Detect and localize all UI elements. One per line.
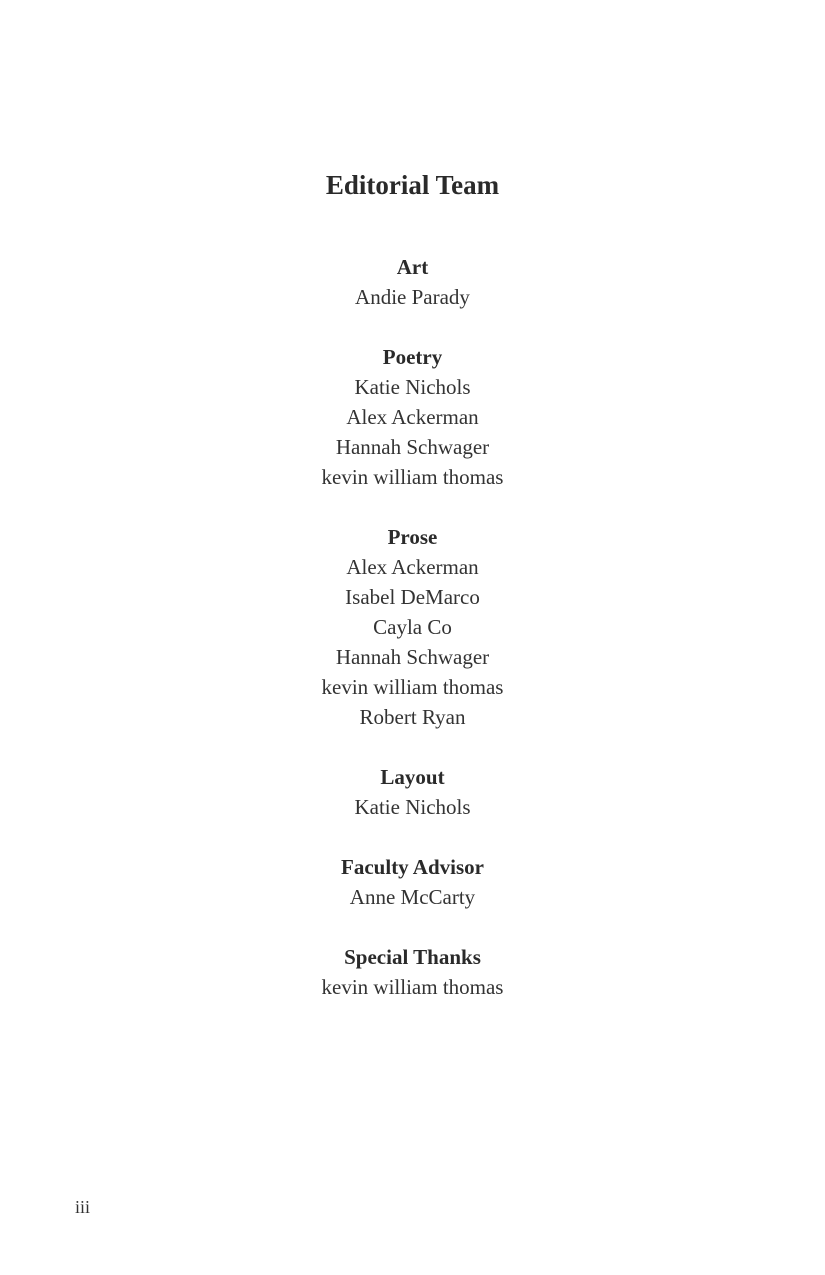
member-name: Hannah Schwager — [335, 645, 490, 669]
member-name: Robert Ryan — [359, 705, 466, 729]
section-art — [0, 252, 825, 312]
section-layout — [0, 762, 825, 822]
member-name: Katie Nichols — [354, 375, 471, 399]
member-name: Andie Parady — [355, 285, 470, 309]
member-name: Isabel DeMarco — [345, 585, 480, 609]
member-name: Anne McCarty — [349, 885, 476, 909]
member-name: Katie Nichols — [354, 795, 471, 819]
section-heading: Art — [396, 255, 429, 279]
section-heading: Faculty Advisor — [341, 855, 484, 879]
member-name: kevin william thomas — [321, 465, 504, 489]
page-number: iii — [75, 1197, 91, 1217]
member-name: Alex Ackerman — [346, 555, 479, 579]
section-prose — [0, 522, 825, 732]
page-title: Editorial Team — [325, 170, 500, 200]
section-faculty-advisor — [0, 852, 825, 912]
editorial-team-list — [0, 252, 825, 1032]
section-heading: Prose — [387, 525, 438, 549]
member-name: Cayla Co — [373, 615, 452, 639]
member-name: kevin william thomas — [321, 675, 504, 699]
member-name: kevin william thomas — [321, 975, 504, 999]
section-heading: Layout — [380, 765, 445, 789]
section-heading: Poetry — [382, 345, 443, 369]
section-heading: Special Thanks — [344, 945, 481, 969]
member-name: Alex Ackerman — [346, 405, 479, 429]
member-name: Hannah Schwager — [335, 435, 490, 459]
section-special-thanks — [0, 942, 825, 1002]
section-poetry — [0, 342, 825, 492]
